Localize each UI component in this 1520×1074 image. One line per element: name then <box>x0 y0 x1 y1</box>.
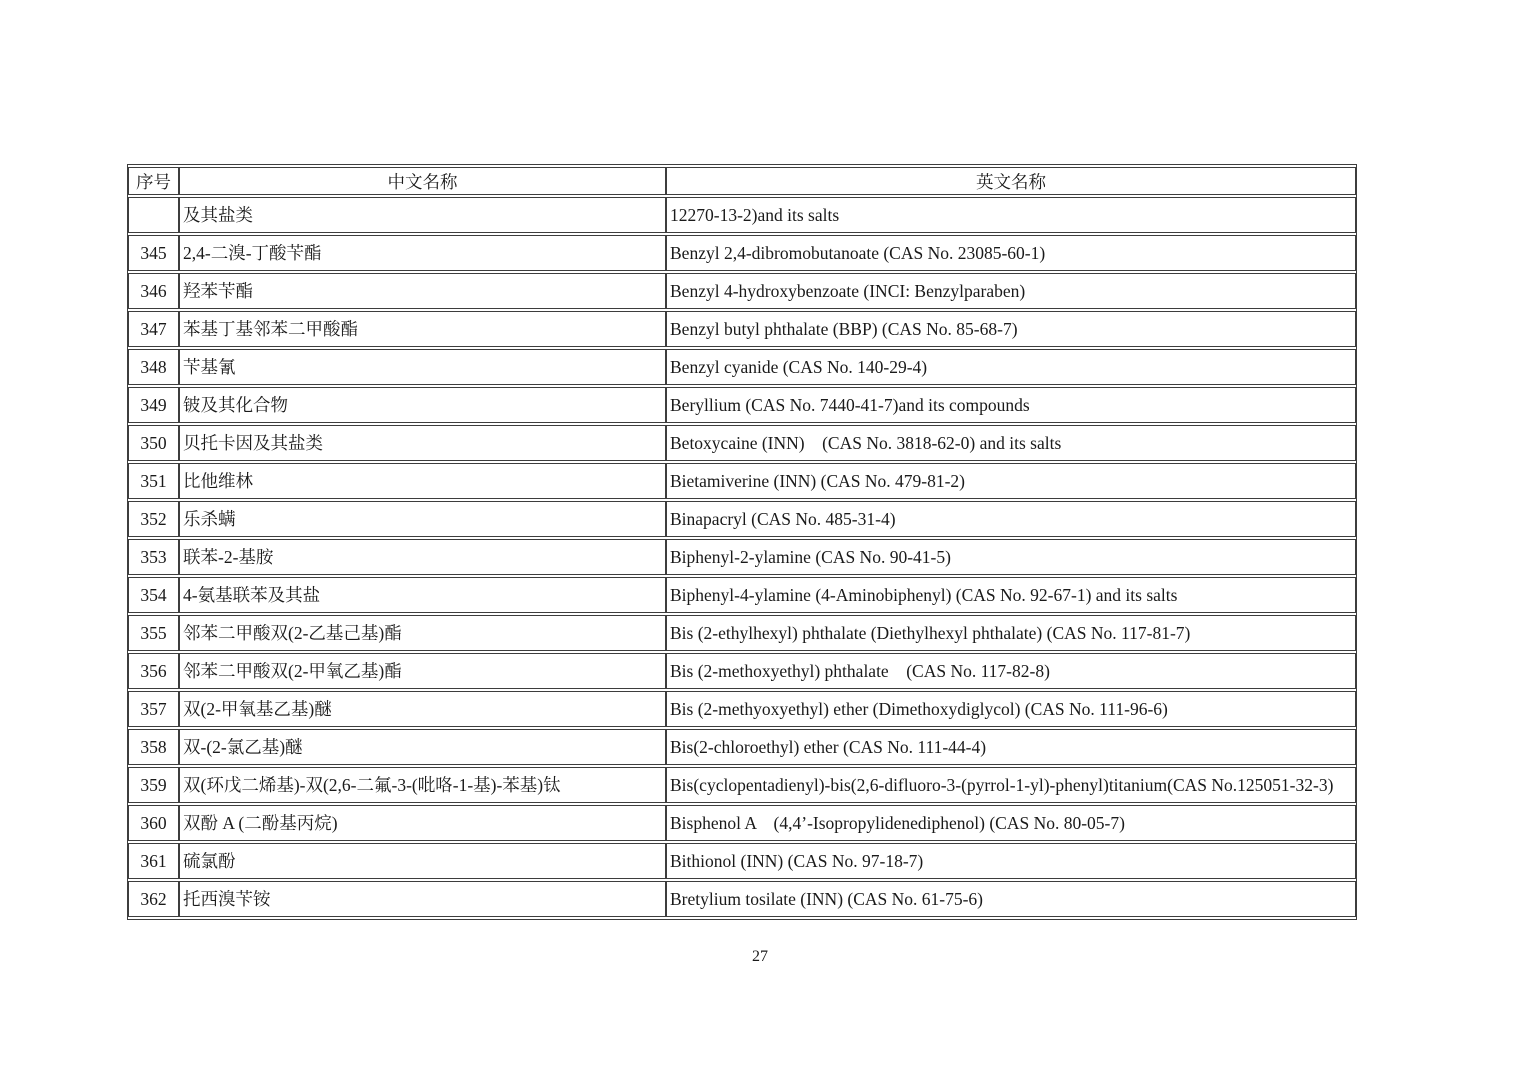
page-number: 27 <box>752 948 768 965</box>
serial-number-cell: 345 <box>128 235 179 271</box>
english-name-cell: Bithionol (INN) (CAS No. 97-18-7) <box>666 843 1356 879</box>
table-row <box>128 767 1356 803</box>
english-name-cell: Bis (2-methoxyethyl) phthalate (CAS No. 117-82-8) <box>666 653 1356 689</box>
table-row <box>128 577 1356 613</box>
chinese-name-cell: 苯基丁基邻苯二甲酸酯 <box>179 311 666 347</box>
chinese-name-cell: 双酚 A (二酚基丙烷) <box>179 805 666 841</box>
chinese-name-cell: 乐杀螨 <box>179 501 666 537</box>
english-name-cell: Benzyl 2,4-dibromobutanoate (CAS No. 23085-60-1) <box>666 235 1356 271</box>
column-header-english-name: 英文名称 <box>666 167 1356 195</box>
english-name-cell: Biphenyl-2-ylamine (CAS No. 90-41-5) <box>666 539 1356 575</box>
english-name-cell: Bis(2-chloroethyl) ether (CAS No. 111-44-4) <box>666 729 1356 765</box>
table-row <box>128 463 1356 499</box>
table-row <box>128 235 1356 271</box>
serial-number-cell: 358 <box>128 729 179 765</box>
chinese-name-cell: 邻苯二甲酸双(2-甲氧乙基)酯 <box>179 653 666 689</box>
english-name-cell: Benzyl butyl phthalate (BBP) (CAS No. 85-68-7) <box>666 311 1356 347</box>
chinese-name-cell: 双-(2-氯乙基)醚 <box>179 729 666 765</box>
chinese-name-cell: 4-氨基联苯及其盐 <box>179 577 666 613</box>
serial-number-cell <box>128 197 179 233</box>
table-header-row <box>128 167 1356 195</box>
chinese-name-cell: 邻苯二甲酸双(2-乙基己基)酯 <box>179 615 666 651</box>
english-name-cell: Beryllium (CAS No. 7440-41-7)and its compounds <box>666 387 1356 423</box>
table-row <box>128 843 1356 879</box>
table-row <box>128 197 1356 233</box>
chinese-name-cell: 贝托卡因及其盐类 <box>179 425 666 461</box>
table-row <box>128 349 1356 385</box>
serial-number-cell: 356 <box>128 653 179 689</box>
chinese-name-cell: 及其盐类 <box>179 197 666 233</box>
chinese-name-cell: 双(2-甲氧基乙基)醚 <box>179 691 666 727</box>
chinese-name-cell: 苄基氰 <box>179 349 666 385</box>
chinese-name-cell: 硫氯酚 <box>179 843 666 879</box>
serial-number-cell: 362 <box>128 881 179 917</box>
chemical-ingredients-table <box>127 164 1357 920</box>
english-name-cell: Bis(cyclopentadienyl)-bis(2,6-difluoro-3-(pyrrol-1-yl)-phenyl)titanium(CAS No.125051-32-3) <box>666 767 1356 803</box>
chinese-name-cell: 铍及其化合物 <box>179 387 666 423</box>
chinese-name-cell: 双(环戊二烯基)-双(2,6-二氟-3-(吡咯-1-基)-苯基)钛 <box>179 767 666 803</box>
table-row <box>128 311 1356 347</box>
serial-number-cell: 361 <box>128 843 179 879</box>
table-row <box>128 653 1356 689</box>
serial-number-cell: 353 <box>128 539 179 575</box>
column-header-serial-number: 序号 <box>128 167 179 195</box>
serial-number-cell: 347 <box>128 311 179 347</box>
serial-number-cell: 346 <box>128 273 179 309</box>
serial-number-cell: 357 <box>128 691 179 727</box>
serial-number-cell: 351 <box>128 463 179 499</box>
english-name-cell: Bretylium tosilate (INN) (CAS No. 61-75-6) <box>666 881 1356 917</box>
english-name-cell: 12270-13-2)and its salts <box>666 197 1356 233</box>
table-row <box>128 691 1356 727</box>
table-row <box>128 273 1356 309</box>
serial-number-cell: 359 <box>128 767 179 803</box>
english-name-cell: Binapacryl (CAS No. 485-31-4) <box>666 501 1356 537</box>
english-name-cell: Benzyl 4-hydroxybenzoate (INCI: Benzylparaben) <box>666 273 1356 309</box>
english-name-cell: Bis (2-methyoxyethyl) ether (Dimethoxydiglycol) (CAS No. 111-96-6) <box>666 691 1356 727</box>
table-row <box>128 805 1356 841</box>
serial-number-cell: 355 <box>128 615 179 651</box>
column-header-chinese-name: 中文名称 <box>179 167 666 195</box>
serial-number-cell: 354 <box>128 577 179 613</box>
english-name-cell: Benzyl cyanide (CAS No. 140-29-4) <box>666 349 1356 385</box>
chinese-name-cell: 托西溴苄铵 <box>179 881 666 917</box>
table-row <box>128 387 1356 423</box>
serial-number-cell: 350 <box>128 425 179 461</box>
english-name-cell: Betoxycaine (INN) (CAS No. 3818-62-0) and its salts <box>666 425 1356 461</box>
table-row <box>128 615 1356 651</box>
table-body <box>128 197 1356 917</box>
chinese-name-cell: 比他维林 <box>179 463 666 499</box>
table-row <box>128 539 1356 575</box>
english-name-cell: Biphenyl-4-ylamine (4-Aminobiphenyl) (CAS No. 92-67-1) and its salts <box>666 577 1356 613</box>
chinese-name-cell: 羟苯苄酯 <box>179 273 666 309</box>
table-row <box>128 425 1356 461</box>
table-row <box>128 501 1356 537</box>
chinese-name-cell: 2,4-二溴-丁酸苄酯 <box>179 235 666 271</box>
english-name-cell: Bis (2-ethylhexyl) phthalate (Diethylhexyl phthalate) (CAS No. 117-81-7) <box>666 615 1356 651</box>
serial-number-cell: 348 <box>128 349 179 385</box>
table-row <box>128 881 1356 917</box>
table-row <box>128 729 1356 765</box>
english-name-cell: Bisphenol A (4,4’-Isopropylidenediphenol) (CAS No. 80-05-7) <box>666 805 1356 841</box>
serial-number-cell: 349 <box>128 387 179 423</box>
chinese-name-cell: 联苯-2-基胺 <box>179 539 666 575</box>
english-name-cell: Bietamiverine (INN) (CAS No. 479-81-2) <box>666 463 1356 499</box>
serial-number-cell: 360 <box>128 805 179 841</box>
serial-number-cell: 352 <box>128 501 179 537</box>
